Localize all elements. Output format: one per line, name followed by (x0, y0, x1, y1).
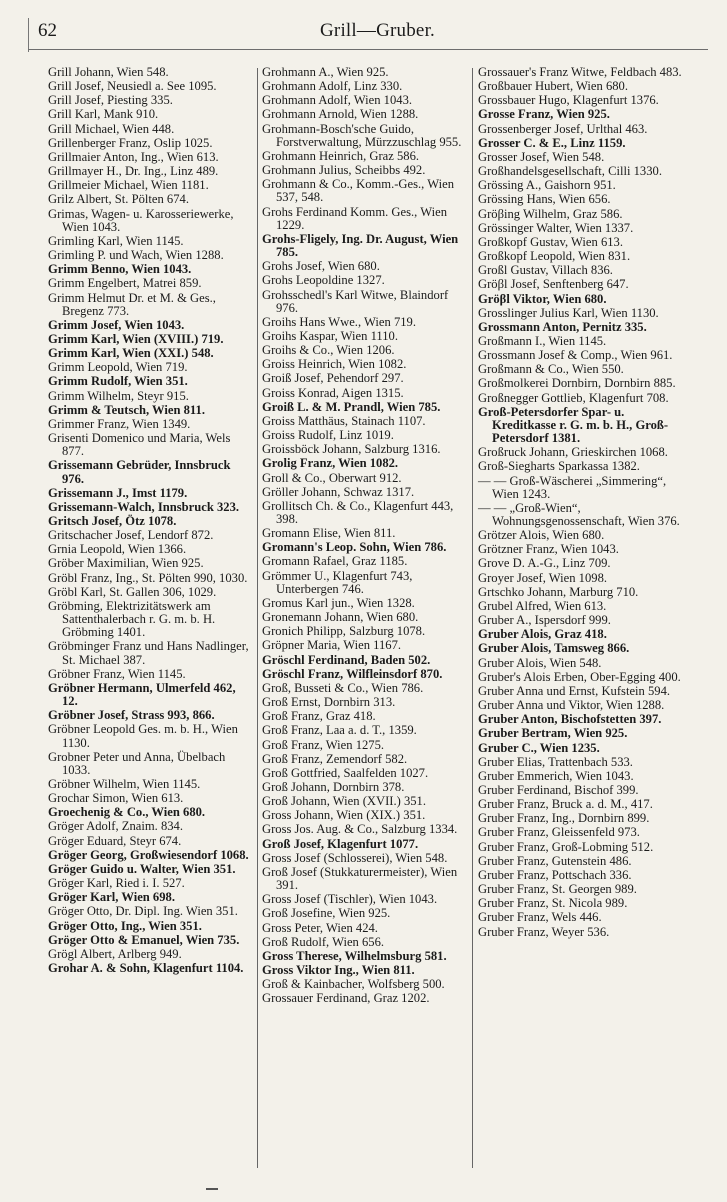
directory-entry: Grosser Josef, Wien 548. (478, 149, 605, 164)
directory-entry: Grolig Franz, Wien 1082. (262, 456, 399, 471)
directory-entry: Grohsschedl's Karl Witwe, Blaindorf 976. (262, 287, 449, 315)
directory-entry: Groß & Kainbacher, Wolfsberg 500. (262, 977, 445, 992)
directory-entry: Großhandelsgesellschaft, Cilli 1330. (478, 164, 662, 179)
directory-entry: Grohs-Fligely, Ing. Dr. August, Wien 785. (262, 231, 459, 260)
directory-entry: Gross Peter, Wien 424. (262, 920, 378, 935)
directory-entry: Groß Josefine, Wien 925. (262, 906, 391, 921)
directory-entry: Gromann's Leop. Sohn, Wien 786. (262, 540, 447, 555)
directory-entry: Großkopf Gustav, Wien 613. (478, 234, 623, 249)
directory-entry: Grimm Engelbert, Matrei 859. (48, 276, 202, 291)
directory-entry: Gruber Franz, Gutenstein 486. (478, 853, 632, 868)
directory-entry: Grill Karl, Mank 910. (48, 107, 159, 122)
directory-entry: Grnia Leopold, Wien 1366. (48, 542, 187, 557)
directory-entry: Gruber Emmerich, Wien 1043. (478, 768, 634, 783)
directory-entry: Gröbner Leopold Ges. m. b. H., Wien 1130. (48, 722, 238, 750)
directory-entry: Grössing A., Gaishorn 951. (478, 178, 616, 193)
directory-entry: Groechenig & Co., Wien 680. (48, 805, 206, 820)
directory-entry: Grissemann Gebrüder, Innsbruck 976. (48, 458, 231, 486)
directory-entry: Grove D. A.-G., Linz 709. (478, 556, 611, 571)
directory-entry: Grögl Albert, Arlberg 949. (48, 946, 182, 961)
directory-entry: Großmann & Co., Wien 550. (478, 362, 624, 377)
directory-entry: Groll & Co., Oberwart 912. (262, 470, 402, 485)
directory-column-3 (478, 66, 683, 940)
directory-entry: Grubel Alfred, Wien 613. (478, 598, 607, 613)
directory-entry: Gruber Anna und Ernst, Kufstein 594. (478, 683, 671, 698)
directory-entry: Großl Gustav, Villach 836. (478, 263, 613, 278)
directory-entry: Gröger Otto & Emanuel, Wien 735. (48, 932, 240, 947)
directory-entry: Gröger Karl, Wien 698. (48, 890, 175, 905)
directory-entry: Grossauer Ferdinand, Graz 1202. (262, 991, 430, 1006)
directory-entry: Grohs Josef, Wien 680. (262, 259, 380, 274)
directory-entry: Groß Rudolf, Wien 656. (262, 934, 385, 949)
directory-entry: Grimm Karl, Wien (XXI.) 548. (48, 346, 214, 361)
directory-entry: Großmolkerei Dornbirn, Dornbirn 885. (478, 376, 676, 391)
directory-entry: Gronemann Johann, Wien 680. (262, 610, 419, 625)
directory-entry: Grimmer Franz, Wien 1349. (48, 416, 191, 431)
directory-entry: Grimling P. und Wach, Wien 1288. (48, 248, 224, 263)
column-divider (257, 68, 258, 1168)
directory-entry: Gruber Elias, Trattenbach 533. (478, 754, 633, 769)
directory-entry: Grohs Ferdinand Komm. Ges., Wien 1229. (262, 204, 447, 232)
directory-entry: Grossmann Josef & Comp., Wien 961. (478, 348, 673, 363)
directory-entry: Gröger Eduard, Steyr 674. (48, 833, 182, 848)
directory-entry: Groiss Rudolf, Linz 1019. (262, 428, 394, 443)
directory-entry: Grötzer Alois, Wien 680. (478, 528, 605, 543)
directory-entry: Grimm & Teutsch, Wien 811. (48, 402, 205, 417)
directory-entry: Grochar Simon, Wien 613. (48, 791, 184, 806)
directory-entry: Grohmann-Bosch'sche Guido, Forstverwaltung, Mürzzuschlag 955. (262, 121, 462, 149)
column-divider (472, 68, 473, 1168)
directory-entry: Gross Josef (Schlosserei), Wien 548. (262, 850, 448, 865)
directory-entry: Grömmer U., Klagenfurt 743, Unterbergen 746. (262, 568, 413, 596)
directory-entry: Gröschl Franz, Wilfleinsdorf 870. (262, 666, 443, 681)
directory-entry: Gruber Franz, Groß-Lobming 512. (478, 839, 654, 854)
directory-entry: Gruber Franz, Ing., Dornbirn 899. (478, 811, 650, 826)
directory-entry: Groß Gottfried, Saalfelden 1027. (262, 765, 429, 780)
directory-entry: Gruber Alois, Wien 548. (478, 655, 602, 670)
directory-entry: Grimm Josef, Wien 1043. (48, 317, 185, 332)
directory-entry: Gröbming, Elektrizitätswerk am Sattenthalerbach r. G. m. b. H. Gröbming 1401. (48, 598, 216, 640)
directory-entry: Gruber Franz, Bruck a. d. M., 417. (478, 797, 653, 812)
directory-entry: Gröger Karl, Ried i. I. 527. (48, 876, 185, 891)
directory-entry: Grilz Albert, St. Pölten 674. (48, 192, 189, 207)
directory-entry: Grosslinger Julius Karl, Wien 1130. (478, 305, 659, 320)
directory-entry: Groß, Busseti & Co., Wien 786. (262, 680, 424, 695)
directory-entry: Gröβl Josef, Senftenberg 647. (478, 277, 629, 292)
directory-entry: Grossauer's Franz Witwe, Feldbach 483. (478, 65, 682, 79)
directory-entry: Gross Jos. Aug. & Co., Salzburg 1334. (262, 822, 458, 837)
directory-entry: Gröbner Hermann, Ulmerfeld 462, 12. (48, 680, 236, 709)
directory-entry: Gruber Franz, Weyer 536. (478, 924, 610, 939)
directory-entry: Grossmann Anton, Pernitz 335. (478, 319, 647, 334)
directory-entry: Grisenti Domenico und Maria, Wels 877. (48, 431, 231, 459)
directory-entry: Gromann Rafael, Graz 1185. (262, 554, 408, 569)
directory-entry: Groihs & Co., Wien 1206. (262, 343, 395, 358)
directory-entry: Gröschl Ferdinand, Baden 502. (262, 652, 431, 667)
directory-entry: Groissböck Johann, Salzburg 1316. (262, 442, 441, 457)
directory-entry: Grimm Wilhelm, Steyr 915. (48, 388, 189, 403)
directory-entry: Groihs Kaspar, Wien 1110. (262, 328, 398, 343)
directory-entry: Gromann Elise, Wien 811. (262, 526, 396, 541)
directory-entry: Gruber Franz, St. Nicola 989. (478, 896, 628, 911)
directory-entry: Gröger Otto, Dr. Dipl. Ing. Wien 351. (48, 904, 238, 919)
directory-entry: Gruber Franz, Gleissenfeld 973. (478, 825, 640, 840)
directory-entry: Gröger Otto, Ing., Wien 351. (48, 918, 202, 933)
directory-entry: Grimling Karl, Wien 1145. (48, 233, 184, 248)
directory-entry: Grössinger Walter, Wien 1337. (478, 220, 634, 235)
directory-entry: Gröger Guido u. Walter, Wien 351. (48, 861, 236, 876)
directory-entry: Gruber Franz, Wels 446. (478, 910, 602, 925)
directory-entry: Gross Johann, Wien (XIX.) 351. (262, 808, 426, 823)
directory-entry: Gross Viktor Ing., Wien 811. (262, 963, 415, 977)
directory-entry: Grohmann & Co., Komm.-Ges., Wien 537, 548. (262, 177, 454, 205)
directory-entry: Grissemann-Walch, Innsbruck 323. (48, 499, 240, 514)
directory-entry: Großruck Johann, Grieskirchen 1068. (478, 445, 668, 460)
directory-entry: Groß Franz, Graz 418. (262, 709, 376, 724)
directory-entry: Gröbner Josef, Strass 993, 866. (48, 708, 215, 723)
directory-entry: Groiss Matthäus, Stainach 1107. (262, 413, 426, 428)
directory-entry: Grimas, Wagen- u. Karosseriewerke, Wien 1043. (48, 206, 234, 234)
directory-entry: Gritsch Josef, Ötz 1078. (48, 514, 177, 528)
directory-entry: Gröber Maximilian, Wien 925. (48, 556, 204, 571)
directory-entry: Gross Therese, Wilhelmsburg 581. (262, 948, 447, 963)
directory-entry: Grohmann Adolf, Linz 330. (262, 79, 403, 94)
directory-entry: Gruber Anna und Viktor, Wien 1288. (478, 698, 665, 713)
directory-entry: Groß-Petersdorfer Spar- u. Kreditkasse r. G. m. b. H., Groß-Petersdorf 1381. (478, 404, 669, 446)
directory-entry: Grillmeier Michael, Wien 1181. (48, 178, 209, 193)
directory-entry: Groß Josef, Klagenfurt 1077. (262, 836, 419, 851)
directory-entry: Großnegger Gottlieb, Klagenfurt 708. (478, 390, 669, 405)
directory-entry: Groiß L. & M. Prandl, Wien 785. (262, 399, 441, 414)
directory-entry: Grtschko Johann, Marburg 710. (478, 584, 639, 599)
directory-entry: Gronich Philipp, Salzburg 1078. (262, 624, 426, 639)
directory-entry: Groß Johann, Wien (XVII.) 351. (262, 794, 426, 809)
directory-entry: Groß-Siegharts Sparkassa 1382. (478, 459, 640, 474)
directory-entry: Grill Johann, Wien 548. (48, 65, 169, 79)
directory-entry: Groß Ernst, Dornbirn 313. (262, 695, 396, 710)
directory-entry: Grohs Leopoldine 1327. (262, 273, 385, 288)
directory-entry: Gruber Alois, Graz 418. (478, 627, 607, 642)
directory-entry: Grill Josef, Piesting 335. (48, 93, 173, 108)
directory-entry: Gröger Adolf, Znaim. 834. (48, 819, 184, 834)
directory-entry: Gruber A., Ispersdorf 999. (478, 613, 611, 628)
directory-entry: Großkopf Leopold, Wien 831. (478, 249, 631, 264)
directory-entry: Grohmann Arnold, Wien 1288. (262, 107, 419, 122)
directory-column-1 (48, 66, 250, 976)
directory-entry: Grobner Peter und Anna, Übelbach 1033. (48, 749, 226, 777)
header-rule (28, 49, 708, 50)
directory-entry: Gruber Franz, Pottschach 336. (478, 867, 632, 882)
directory-entry: Gröpner Maria, Wien 1167. (262, 638, 402, 653)
directory-entry: Grohmann Heinrich, Graz 586. (262, 148, 420, 163)
directory-entry: Gross Josef (Tischler), Wien 1043. (262, 892, 438, 907)
directory-entry: Groiß Josef, Pehendorf 297. (262, 371, 404, 386)
directory-entry: Gröβing Wilhelm, Graz 586. (478, 206, 623, 221)
directory-entry: Gröger Georg, Großwiesendorf 1068. (48, 847, 249, 862)
directory-entry: Grillmayer H., Dr. Ing., Linz 489. (48, 164, 219, 179)
directory-entry: Gritschacher Josef, Lendorf 872. (48, 528, 214, 543)
directory-entry: Grill Michael, Wien 448. (48, 121, 175, 136)
directory-entry: Groß Josef (Stukkaturermeister), Wien 391. (262, 864, 458, 893)
page-header (28, 18, 708, 46)
directory-entry: — — „Groß-Wien“, Wohnungsgenossenschaft, Wien 376. (478, 500, 680, 528)
header-left-rule (28, 18, 29, 52)
directory-entry: Großmann I., Wien 1145. (478, 333, 607, 348)
directory-entry: Grimm Leopold, Wien 719. (48, 360, 188, 375)
directory-entry: Grossenberger Josef, Urlthal 463. (478, 121, 648, 136)
directory-entry: Grosse Franz, Wien 925. (478, 107, 610, 122)
directory-entry: Groihs Hans Wwe., Wien 719. (262, 314, 416, 329)
directory-entry: Grimm Helmut Dr. et M. & Ges., Bregenz 773. (48, 290, 216, 318)
directory-entry: Grimm Rudolf, Wien 351. (48, 374, 188, 389)
directory-entry: Gruber C., Wien 1235. (478, 740, 600, 755)
directory-column-2 (262, 66, 464, 1006)
footer-mark (206, 1188, 218, 1190)
directory-entry: Gröbl Karl, St. Gallen 306, 1029. (48, 584, 217, 599)
directory-entry: Gröbl Franz, Ing., St. Pölten 990, 1030. (48, 570, 248, 585)
directory-entry: Grollitsch Ch. & Co., Klagenfurt 443, 398. (262, 498, 454, 526)
directory-entry: Gröller Johann, Schwaz 1317. (262, 484, 415, 499)
directory-entry: Gruber's Alois Erben, Ober-Egging 400. (478, 669, 681, 684)
directory-entry: Gröbner Franz, Wien 1145. (48, 666, 186, 681)
directory-entry: Grimm Karl, Wien (XVIII.) 719. (48, 331, 224, 346)
directory-entry: Grosser C. & E., Linz 1159. (478, 135, 626, 150)
running-title: Grill—Gruber. (320, 20, 435, 41)
directory-entry: Grohmann A., Wien 925. (262, 65, 389, 79)
directory-entry: Gröβl Viktor, Wien 680. (478, 291, 607, 306)
directory-entry: Groiss Heinrich, Wien 1082. (262, 357, 407, 372)
directory-entry: Grissemann J., Imst 1179. (48, 485, 188, 500)
directory-entry: Groß Franz, Laa a. d. T., 1359. (262, 723, 417, 738)
directory-entry: Grillmaier Anton, Ing., Wien 613. (48, 149, 219, 164)
directory-entry: Großbauer Hubert, Wien 680. (478, 79, 628, 94)
directory-entry: Gromus Karl jun., Wien 1328. (262, 595, 415, 610)
directory-entry: Grohmann Julius, Scheibbs 492. (262, 163, 426, 178)
directory-entry: Gröbner Wilhelm, Wien 1145. (48, 776, 201, 791)
directory-entry: Groß Franz, Zemendorf 582. (262, 751, 408, 766)
directory-entry: Groß Johann, Dornbirn 378. (262, 779, 405, 794)
directory-entry: Gruber Ferdinand, Bischof 399. (478, 782, 639, 797)
page-number: 62 (38, 20, 57, 41)
directory-entry: Grimm Benno, Wien 1043. (48, 262, 192, 277)
directory-entry: Grössing Hans, Wien 656. (478, 192, 611, 207)
directory-entry: Grohar A. & Sohn, Klagenfurt 1104. (48, 961, 244, 975)
directory-entry: Grötzner Franz, Wien 1043. (478, 542, 619, 557)
directory-entry: Gruber Anton, Bischofstetten 397. (478, 712, 662, 727)
directory-entry: Gröbminger Franz und Hans Nadlinger, St. Michael 387. (48, 639, 249, 667)
directory-entry: Gruber Alois, Tamsweg 866. (478, 641, 630, 656)
directory-entry: Grill Josef, Neusiedl a. See 1095. (48, 79, 217, 94)
directory-entry: Groß Franz, Wien 1275. (262, 737, 385, 752)
directory-entry: Groyer Josef, Wien 1098. (478, 570, 608, 585)
directory-entry: Grohmann Adolf, Wien 1043. (262, 93, 413, 108)
directory-entry: Gruber Bertram, Wien 925. (478, 726, 628, 741)
directory-entry: Gruber Franz, St. Georgen 989. (478, 882, 637, 897)
directory-entry: Grillenberger Franz, Oslip 1025. (48, 135, 213, 150)
directory-entry: Grossbauer Hugo, Klagenfurt 1376. (478, 93, 659, 108)
directory-entry: Groiss Konrad, Aigen 1315. (262, 385, 404, 400)
directory-entry: — — Groß-Wäscherei „Simmering“, Wien 1243. (478, 473, 667, 501)
